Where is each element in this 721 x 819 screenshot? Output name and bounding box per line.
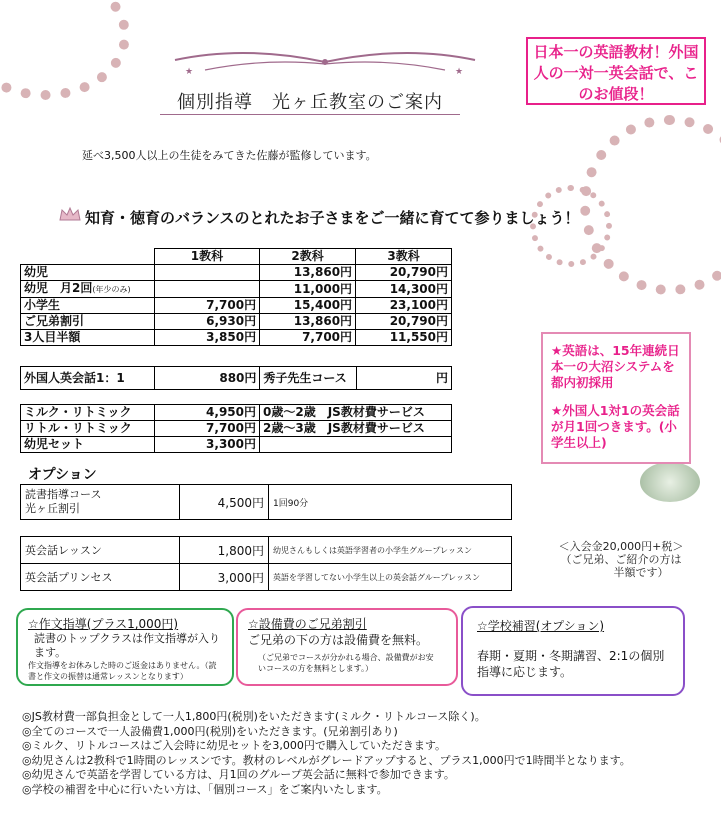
header-3: 3教科 [356, 249, 452, 265]
price-cell [154, 265, 259, 281]
side-point-1: ★英語は、15年連続日本一の大沼システムを都内初採用 [551, 343, 680, 390]
price-cell: 11,000円 [260, 281, 356, 298]
note-item: ◎ミルク、リトルコースはご入会時に幼児セットを3,000円で購入していただきます。 [22, 739, 446, 752]
table-row [21, 485, 512, 520]
svg-text:★: ★ [185, 67, 194, 77]
conversation-label-2: 秀子先生コース [260, 367, 357, 390]
row-label: 幼児 [24, 265, 49, 279]
row-label: ミルク・リトミック [21, 405, 155, 421]
price-cell: 7,700円 [155, 421, 260, 437]
table-row [21, 367, 452, 390]
price-cell: 15,400円 [260, 298, 356, 314]
row-note [260, 437, 452, 453]
lace-decoration-top-left [0, 0, 130, 100]
option-note: 英語を学習してない小学生以上の英会話グループレッスン [269, 564, 512, 591]
option-price: 4,500円 [180, 485, 269, 520]
admission-fee [536, 540, 706, 579]
option-note: 幼児さんもしくは英語学習者の小学生グループレッスン [269, 537, 512, 564]
header-2: 2教科 [260, 249, 356, 265]
row-note: (年少のみ) [92, 285, 131, 294]
price-cell: 13,860円 [260, 314, 356, 330]
notes-list [22, 710, 631, 797]
table-row [21, 437, 452, 453]
option-label-2: 光ヶ丘割引 [25, 502, 80, 515]
note-item: ◎幼児さんは2教科で1時間のレッスンです。教材のレベルがグレードアップすると、プラス1,000円で1時間半となります。 [22, 753, 631, 767]
header-flourish [165, 40, 485, 85]
row-note: 2歳～3歳 JS教材費サービス [260, 421, 452, 437]
flower-decoration [640, 462, 700, 502]
option-table-2 [20, 536, 512, 591]
header-empty [21, 249, 155, 265]
price-cell: 14,300円 [356, 281, 452, 298]
writing-box-body: 読書のトップクラスは作文指導が入ります。 [34, 632, 221, 659]
note-item: ◎全てのコースで一人設備費1,000円(税別)をいただきます。(兄弟割引あり) [22, 724, 398, 738]
writing-box [16, 608, 234, 686]
promo-box: 日本一の英語教材！外国人の一対一英会話で、このお値段！ [526, 37, 706, 105]
slogan: 知育・徳育のバランスのとれたお子さまをご一緒に育てて参りましょう！ [85, 209, 580, 227]
table-row [21, 564, 512, 591]
admission-line-1: ＜入会金20,000円+税＞ [558, 540, 684, 553]
school-box-title: ☆学校補習(オプション) [477, 619, 605, 633]
table-row [21, 314, 452, 330]
side-highlight-box [541, 332, 691, 464]
price-cell: 20,790円 [356, 314, 452, 330]
conversation-price-2: 円 [357, 367, 452, 390]
price-cell [154, 281, 259, 298]
header-1: 1教科 [154, 249, 259, 265]
price-cell: 4,950円 [155, 405, 260, 421]
row-label: ご兄弟割引 [24, 314, 85, 328]
option-title: オプション [28, 467, 97, 483]
writing-box-title: ☆作文指導(プラス1,000円) [28, 617, 179, 631]
price-cell: 20,790円 [356, 265, 452, 281]
price-cell: 7,700円 [260, 330, 356, 346]
row-label: 小学生 [24, 298, 61, 312]
price-cell: 7,700円 [154, 298, 259, 314]
price-cell: 23,100円 [356, 298, 452, 314]
option-label: 英会話レッスン [21, 537, 180, 564]
crown-icon [58, 206, 82, 222]
price-table-header [21, 249, 452, 265]
admission-line-2: （ご兄弟、ご紹介の方は [560, 553, 682, 566]
table-row [21, 265, 452, 281]
row-note: 0歳～2歳 JS教材費サービス [260, 405, 452, 421]
price-cell: 3,300円 [155, 437, 260, 453]
facility-box-note: （ご兄弟でコースが分かれる場合、設備費がお安いコースの方を無料とします。） [258, 653, 434, 673]
option-label: 英会話プリンセス [21, 564, 180, 591]
conversation-table [20, 366, 452, 390]
supervise-text: 延べ3,500人以上の生徒をみてきた佐藤が監修しています。 [82, 149, 377, 162]
note-item: ◎学校の補習を中心に行いたい方は、「個別コース」をご案内いたします。 [22, 782, 388, 796]
row-label: 3人目半額 [24, 330, 81, 344]
rhythmic-table [20, 404, 452, 453]
price-table [20, 248, 452, 346]
row-label: 幼児セット [21, 437, 155, 453]
facility-box-body: ご兄弟の下の方は設備費を無料。 [248, 633, 429, 647]
title-underline [160, 114, 460, 115]
price-cell: 13,860円 [260, 265, 356, 281]
table-row [21, 537, 512, 564]
option-price: 3,000円 [180, 564, 269, 591]
side-point-2: ★外国人1対1の英会話が月1回つきます。(小学生以上) [551, 403, 680, 450]
price-cell: 11,550円 [356, 330, 452, 346]
price-cell: 3,850円 [154, 330, 259, 346]
conversation-label: 外国人英会話1：1 [21, 367, 155, 390]
table-row [21, 421, 452, 437]
option-table-1 [20, 484, 512, 520]
option-note: 1回90分 [269, 485, 512, 520]
facility-box [236, 608, 458, 686]
row-label: 幼児 月2回 [24, 281, 93, 295]
table-row [21, 298, 452, 314]
table-row [21, 281, 452, 298]
option-price: 1,800円 [180, 537, 269, 564]
table-row [21, 330, 452, 346]
writing-box-note: 作文指導をお休みした時のご返金はありません。（読書と作文の振替は通常レッスンとなります） [28, 661, 217, 681]
school-box [461, 606, 685, 696]
conversation-price: 880円 [155, 367, 260, 390]
school-box-body: 春期・夏期・冬期講習、2:1の個別指導に応じます。 [477, 649, 665, 679]
svg-text:★: ★ [455, 67, 464, 77]
note-item: ◎JS教材費一部負担金として一人1,800円(税別)をいただきます(ミルク・リトルコース除く)。 [22, 710, 486, 723]
page-title: 個別指導 光ヶ丘教室のご案内 [177, 92, 443, 113]
option-label: 読書指導コース [25, 488, 102, 501]
note-item: ◎幼児さんで英語を学習している方は、月1回のグループ英会話に無料で参加できます。 [22, 768, 455, 781]
price-cell: 6,930円 [154, 314, 259, 330]
admission-line-3: 半額です） [613, 566, 669, 579]
row-label: リトル・リトミック [21, 421, 155, 437]
table-row [21, 405, 452, 421]
facility-box-title: ☆設備費のご兄弟割引 [248, 617, 367, 631]
